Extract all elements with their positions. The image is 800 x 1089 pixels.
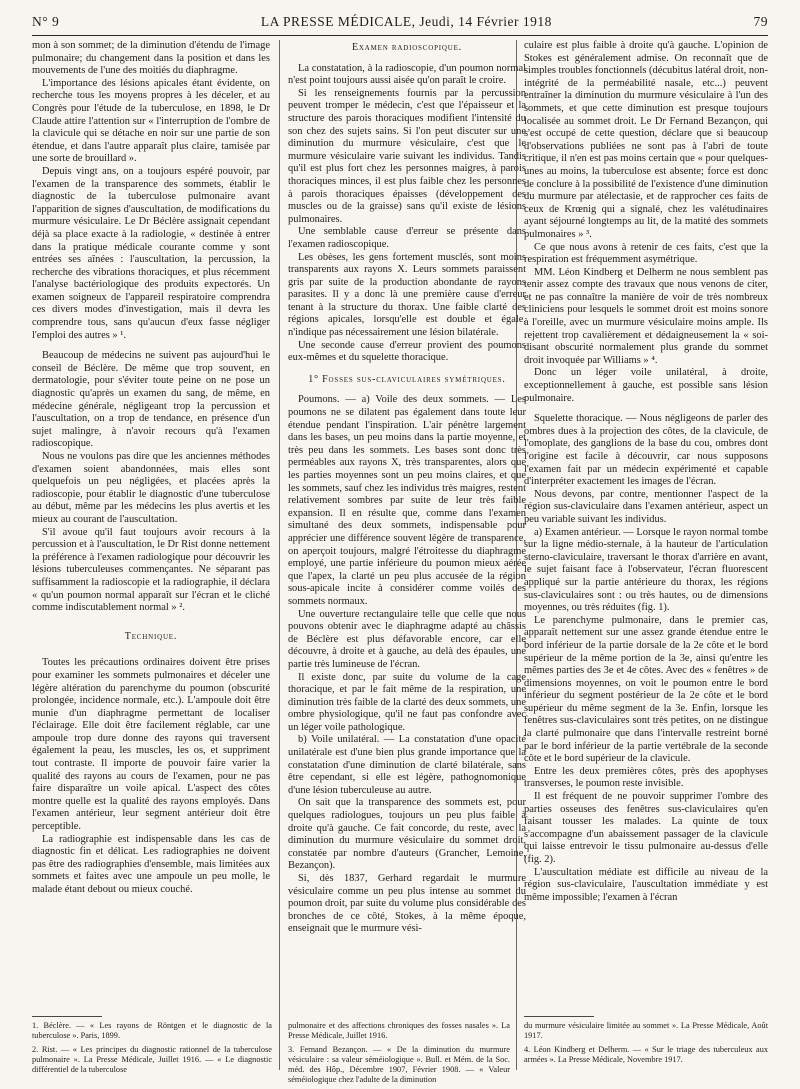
paragraph: S'il avoue qu'il faut toujours avoir recours à la percussion et à l'auscultation, le Dr Rist donne nettement la préférence à l'examen radiologique pour découvrir les lésions tuberculeuses commençantes. Ne séparant pas suffisamment la radioscopie et la radiographie, il déclara « qu'un poumon normal apparaît sur l'écran et le cliché comme indiscutablement normal » ². bbox=[32, 526, 270, 614]
footnotes-column-3 bbox=[524, 1021, 768, 1069]
paragraph: Il existe donc, par suite du volume de la cage thoracique, et par le fait même de la respiration, une diminution très faible de la clarté des deux sommets, une ombre physiologique, qu'il ne faut pas confondre avec un léger voile pathologique. bbox=[288, 671, 526, 733]
page-header bbox=[32, 14, 768, 36]
footnote: 2. Rist. — « Les principes du diagnostic rationnel de la tuberculose pulmonaire ». La Presse Médicale, Juillet 1916. — « Le diagnostic différentiel de la tuberculose bbox=[32, 1045, 272, 1074]
paragraph: Squelette thoracique. — Nous négligeons de parler des ombres dues à la projection des côtes, de la clavicule, de l'omoplate, des ganglions de la base du cou, ombres dont l'origine est facile à découvrir, car nous supposons l'examen fait par un médecin expérimenté et capable d'interpréter exactement les images de l'écran. bbox=[524, 413, 768, 488]
paragraph: Si, dès 1837, Gerhard regardait le murmure vésiculaire comme un peu plus intense au sommet du poumon droit, par suite du volume plus considérable des bronches de ce côté, Stokes, à la même époque, enseignait que le murmure vési- bbox=[288, 873, 526, 935]
footnote-rule bbox=[32, 1016, 102, 1017]
paragraph: Le parenchyme pulmonaire, dans le premier cas, apparaît nettement sur une assez grande étendue entre le bord inférieur de la partie dorsale de la 2e côte et le bord supérieur de la même portion de la 3e, ainsi qu'entre les mêmes parties des 3e et 4e côtes. Avec des « fenêtres » de dimensions moyennes, on voit le poumon entre le bord inférieur du segment postérieur de la 2e côte et le bord supérieur du même segment de la 3e. Enfin, lorsque les fenêtres sus-claviculaires sont très petites, on ne distingue la clarté pulmonaire que dans l'intervalle restreint borné par le bord inférieur de la partie vertébrale de la seconde côte et le bord supérieur de la clavicule. bbox=[524, 614, 768, 765]
paragraph: Ce que nous avons à retenir de ces faits, c'est que la respiration est fréquemment asymétrique. bbox=[524, 241, 768, 266]
paragraph: La radiographie est indispensable dans les cas de diagnostic fin et délicat. Les radiographies ne doivent pas être des radiographies d'ensemble, mais limitées aux sommets et faites avec une ampoule un peu molle, le malade étant debout ou mieux couché. bbox=[32, 833, 270, 895]
footnotes-column-2 bbox=[288, 1021, 510, 1089]
footnote-rule bbox=[524, 1016, 594, 1017]
paragraph: L'importance des lésions apicales étant évidente, on recherche tous les moyens propres à les déceler, et au Congrès pour l'étude de la tuberculose, en 1898, le Dr Claude attire l'attention sur « l'interruption de l'ombre de la clavicule qui se détache en noir sur une partie de son étendue, et dans l'autre apparaît plus claire, tamisée par une sorte de brouillard ». bbox=[32, 77, 270, 165]
section-heading: Technique. bbox=[124, 630, 178, 642]
paragraph: mon à son sommet; de la diminution d'étendu de l'image pulmonaire; du changement dans la position et dans les mouvements de l'une des moitiés du diaphragme. bbox=[32, 40, 270, 77]
section-heading: 1° Fosses sus-claviculaires symétriques. bbox=[308, 373, 506, 385]
paragraph: b) Voile unilatéral. — La constatation d'une opacité unilatérale est d'une bien plus grande importance que la constatation d'une diminution de clarté bilatérale, sans être cependant, si elle est légère, pathognomonique d'une lésion tuberculeuse au autre. bbox=[288, 734, 526, 796]
paragraph: Une semblable cause d'erreur se présente dans l'examen radioscopique. bbox=[288, 226, 526, 250]
header-rule bbox=[32, 35, 768, 36]
footnote: 4. Léon Kindberg et Delherm. — « Sur le triage des tuberculeux aux armées ». La Presse Médicale, Novembre 1917. bbox=[524, 1045, 768, 1064]
paragraph: Poumons. — a) Voile des deux sommets. — Les poumons ne se dilatent pas également dans toute leur étendue pendant l'inspiration. L'air pénètre largement dans les bases, un peu moins dans la partie moyenne, et très peu dans les sommets. Les bases sont donc très perméables aux rayons X, très transparentes, alors que les parties moyennes sont un peu moins claires, et que les sommets, sauf chez les individus très maigres, restent relativement sombres par suite de leur très faible expansion. Il en résulte que, comme dans l'examen simultané des deux sommets, indispensable pour apprécier une différence souvent légère de transparence, on aperçoit toujours, malgré l'étroitesse du diaphragme employé, une partie inférieure du poumon mieux aérée que l'apex, la clarté un peu plus accusée de la région sous-apicale incite à considérer comme voilés des sommets normaux. bbox=[288, 394, 526, 607]
paragraph: a) Examen antérieur. — Lorsque le rayon normal tombe sur la ligne médio-sternale, à la hauteur de l'articulation sterno-claviculaire, traversant le thorax d'arrière en avant, le sujet faisant face à l'observateur, l'écran fluorescent appliqué sur la partie antérieure du thorax, les régions sus-claviculaires sont : ou très hautes, ou de dimensions moyennes, ou très réduites (fig. 1). bbox=[524, 526, 768, 614]
paragraph: Beaucoup de médecins ne suivent pas aujourd'hui le conseil de Béclère. De même que trop souvent, en dermatologie, pour s'éviter toute peine on ne pose un diagnostic qu'après un examen du sang, de même, en médecine générale, négligeant trop la percussion et l'auscultation, on a trop de tendance, en présence d'un sujet malingre, à n'avoir recours qu'à l'examen radioscopique. bbox=[32, 350, 270, 450]
section-heading: Examen radioscopique. bbox=[352, 42, 462, 53]
paragraph: Donc un léger voile unilatéral, à droite, exceptionnellement à gauche, est possible sans lésion pulmonaire. bbox=[524, 367, 768, 404]
column-2 bbox=[288, 40, 526, 1040]
column-1 bbox=[32, 40, 270, 1040]
footnote: 1. Béclère. — « Les rayons de Röntgen et le diagnostic de la tuberculose ». Paris, 1899. bbox=[32, 1021, 272, 1040]
paragraph: culaire est plus faible à droite qu'à gauche. L'opinion de Stokes est généralement admise. On reconnaît que de simples troubles fonctionnels (décubitus latéral droit, non-intégrité de la perméabilité nasale, etc...) peuvent entraîner la diminution du murmure vésiculaire à l'un des sommets, et que cette diminution est presque toujours localisée au sommet droit. Le Dr Fernand Bezançon, qui s'est occupé de cette question, déclare que si beaucoup d'observations publiées ne sont pas à l'abri de toute critique, il n'en est pas moins certain que « pour quelques-unes au moins, la tuberculose est absente; force est donc de conclure à la possibilité de l'existence d'une diminution du murmure par atélectasie, et de rapprocher ces faits de ceux de Krœnig qui a signalé, chez les valétudinaires ayant séjourné longtemps au lit, de la matité des sommets pulmonaires » ³. bbox=[524, 40, 768, 240]
paragraph: Toutes les précautions ordinaires doivent être prises pour examiner les sommets pulmonaires et déceler une légère altération du parenchyme du poumon (obscurité prolongée, incidence normale, etc.). L'ampoule doit être munie d'un diaphragme permettant de localiser l'éclairage. Elle doit être facilement réglable, car une ampoule trop dure donne des rayons qui traversent également la peau, les muscles, les os, et suppriment tout contraste. Il importe de pouvoir faire varier la qualité des rayons au cours de l'examen, pour ne pas faire disparaître un voile apical. L'aspect des côtes montre quelle est la qualité des rayons employés. Dans l'examen antérieur, leur segment antérieur doit être perceptible. bbox=[32, 657, 270, 833]
footnote: du murmure vésiculaire limitée au sommet ». La Presse Médicale, Août 1917. bbox=[524, 1021, 768, 1040]
paragraph: Nous devons, par contre, mentionner l'aspect de la région sus-claviculaire dans l'examen antérieur, aspect un peu variable suivant les individus. bbox=[524, 488, 768, 525]
paragraph: Si les renseignements fournis par la percussion peuvent tromper le médecin, c'est que l'épaisseur et la structure des parois thoraciques modifient l'intensité du son chez des sujets sains. Si l'on peut discuter sur une diminution du murmure vésiculaire, c'est que le murmure vésiculaire varie suivant les individus. Tandis qu'il est plus fort chez les personnes maigres, à parois thoraciques minces, il est plus faible chez les personnes à parois thoraciques épaisses (développement des muscles ou de la graisse) sans qu'il existe de lésions pulmonaires. bbox=[288, 87, 526, 225]
paragraph: Nous ne voulons pas dire que les anciennes méthodes d'examen soient abandonnées, mais elles sont quelquefois un peu négligées, et placées après la radioscopie, pour établir le diagnostic d'une tuberculose au début, même par les médecins les plus avertis et les mieux au courant de l'auscultation. bbox=[32, 451, 270, 525]
paragraph: MM. Léon Kindberg et Delherm ne nous semblent pas tenir assez compte des travaux que nous venons de citer, et ne pas connaître la manière de voir de très nombreux cliniciens pour lesquels le sommet droit est moins sonore à l'oreille, avec un murmure vésiculaire moins ample. Ils rejettent trop cavalièrement et dédaigneusement la « soi-disant obscurité normalement plus grande du sommet droit invoquée par Williams » ⁴. bbox=[524, 266, 768, 366]
footnote: pulmonaire et des affections chroniques des fosses nasales ». La Presse Médicale, Juillet 1916. bbox=[288, 1021, 510, 1040]
paragraph: L'auscultation médiate est difficile au niveau de la région sus-claviculaire, l'auscultation immédiate y est même impossible; l'examen à l'écran bbox=[524, 866, 768, 903]
paragraph: Entre les deux premières côtes, près des apophyses transverses, le poumon reste invisible. bbox=[524, 765, 768, 790]
paragraph: La constatation, à la radioscopie, d'un poumon normal n'est point toujours aussi aisée qu'on paraît le croire. bbox=[288, 62, 526, 87]
page-number: 79 bbox=[753, 14, 768, 29]
footnote: 3. Fernand Bezançon. — « De la diminution du murmure vésiculaire : sa valeur séméiologique ». Bull. et Mém. de la Soc. méd. des Hôp., Décembre 1907, Février 1908. — « Valeur séméiologique chez l'adulte de la diminution bbox=[288, 1045, 510, 1084]
issue-date: Jeudi, 14 Février 1918 bbox=[419, 14, 552, 29]
paragraph: Les obèses, les gens fortement musclés, sont moins transparents aux rayons X. Leurs sommets paraissent gris par suite de la production abondante de rayons parasites. Il y a donc là une première cause d'erreur tenant à la structure du thorax. Une faible clarté des régions apicales, lorsqu'elle est double et égale, n'indique pas nécessairement une lésion bilatérale. bbox=[288, 251, 526, 339]
footnotes-column-1 bbox=[32, 1021, 272, 1079]
column-divider bbox=[279, 40, 280, 1070]
journal-title: LA PRESSE MÉDICALE, bbox=[260, 14, 416, 29]
paragraph: On sait que la transparence des sommets est, pour quelques radiologues, toujours un peu plus faible à droite qu'à gauche. Ce fait concorde, du reste, avec la diminution du murmure vésiculaire du sommet droit, constatée par nombre d'auteurs (Grancher, Lemoine, Bezançon). bbox=[288, 797, 526, 872]
issue-number: N° 9 bbox=[32, 14, 60, 29]
paragraph: Depuis vingt ans, on a toujours espéré pouvoir, par l'examen de la transparence des sommets, établir le diagnostic de la tuberculose pulmonaire avant l'apparition de signes d'auscultation, de modifications du murmure vésiculaire. Le Dr Béclère assignait cependant déjà sa place exacte à la radiologie, « destinée à entrer dans la pratique médicale courante comme y sont entrées ses aînées : l'auscultation, la percussion, la recherche des vibrations thoraciques, et plus récemment l'analyse bactériologique des produits expectorés. Un examen soigneux de l'appareil respiratoire comprendra ces divers modes d'investigation, mais il devra les comprendre tous, sans qu'aucun d'eux fasse négliger l'emploi des autres » ¹. bbox=[32, 165, 270, 341]
paragraph: Il est fréquent de ne pouvoir supprimer l'ombre des parties osseuses des fenêtres sus-claviculaires qu'en faisant tousser les malades. La quinte de toux s'accompagne d'un abaissement passager de la clavicule qui laisse entrevoir le tissu pulmonaire au-dessus d'elle (fig. 2). bbox=[524, 791, 768, 865]
paragraph: Une seconde cause d'erreur provient des poumons eux-mêmes et du squelette thoracique. bbox=[288, 339, 526, 364]
masthead bbox=[261, 14, 552, 30]
paragraph: Une ouverture rectangulaire telle que celle que nous pouvons obtenir avec le diaphragme adapté au châssis de Béclère est plus défavorable encore, car elle découvre, à droite et à gauche, au delà des épaules, une partie très lumineuse de l'écran. bbox=[288, 608, 526, 670]
column-3 bbox=[524, 40, 768, 1040]
